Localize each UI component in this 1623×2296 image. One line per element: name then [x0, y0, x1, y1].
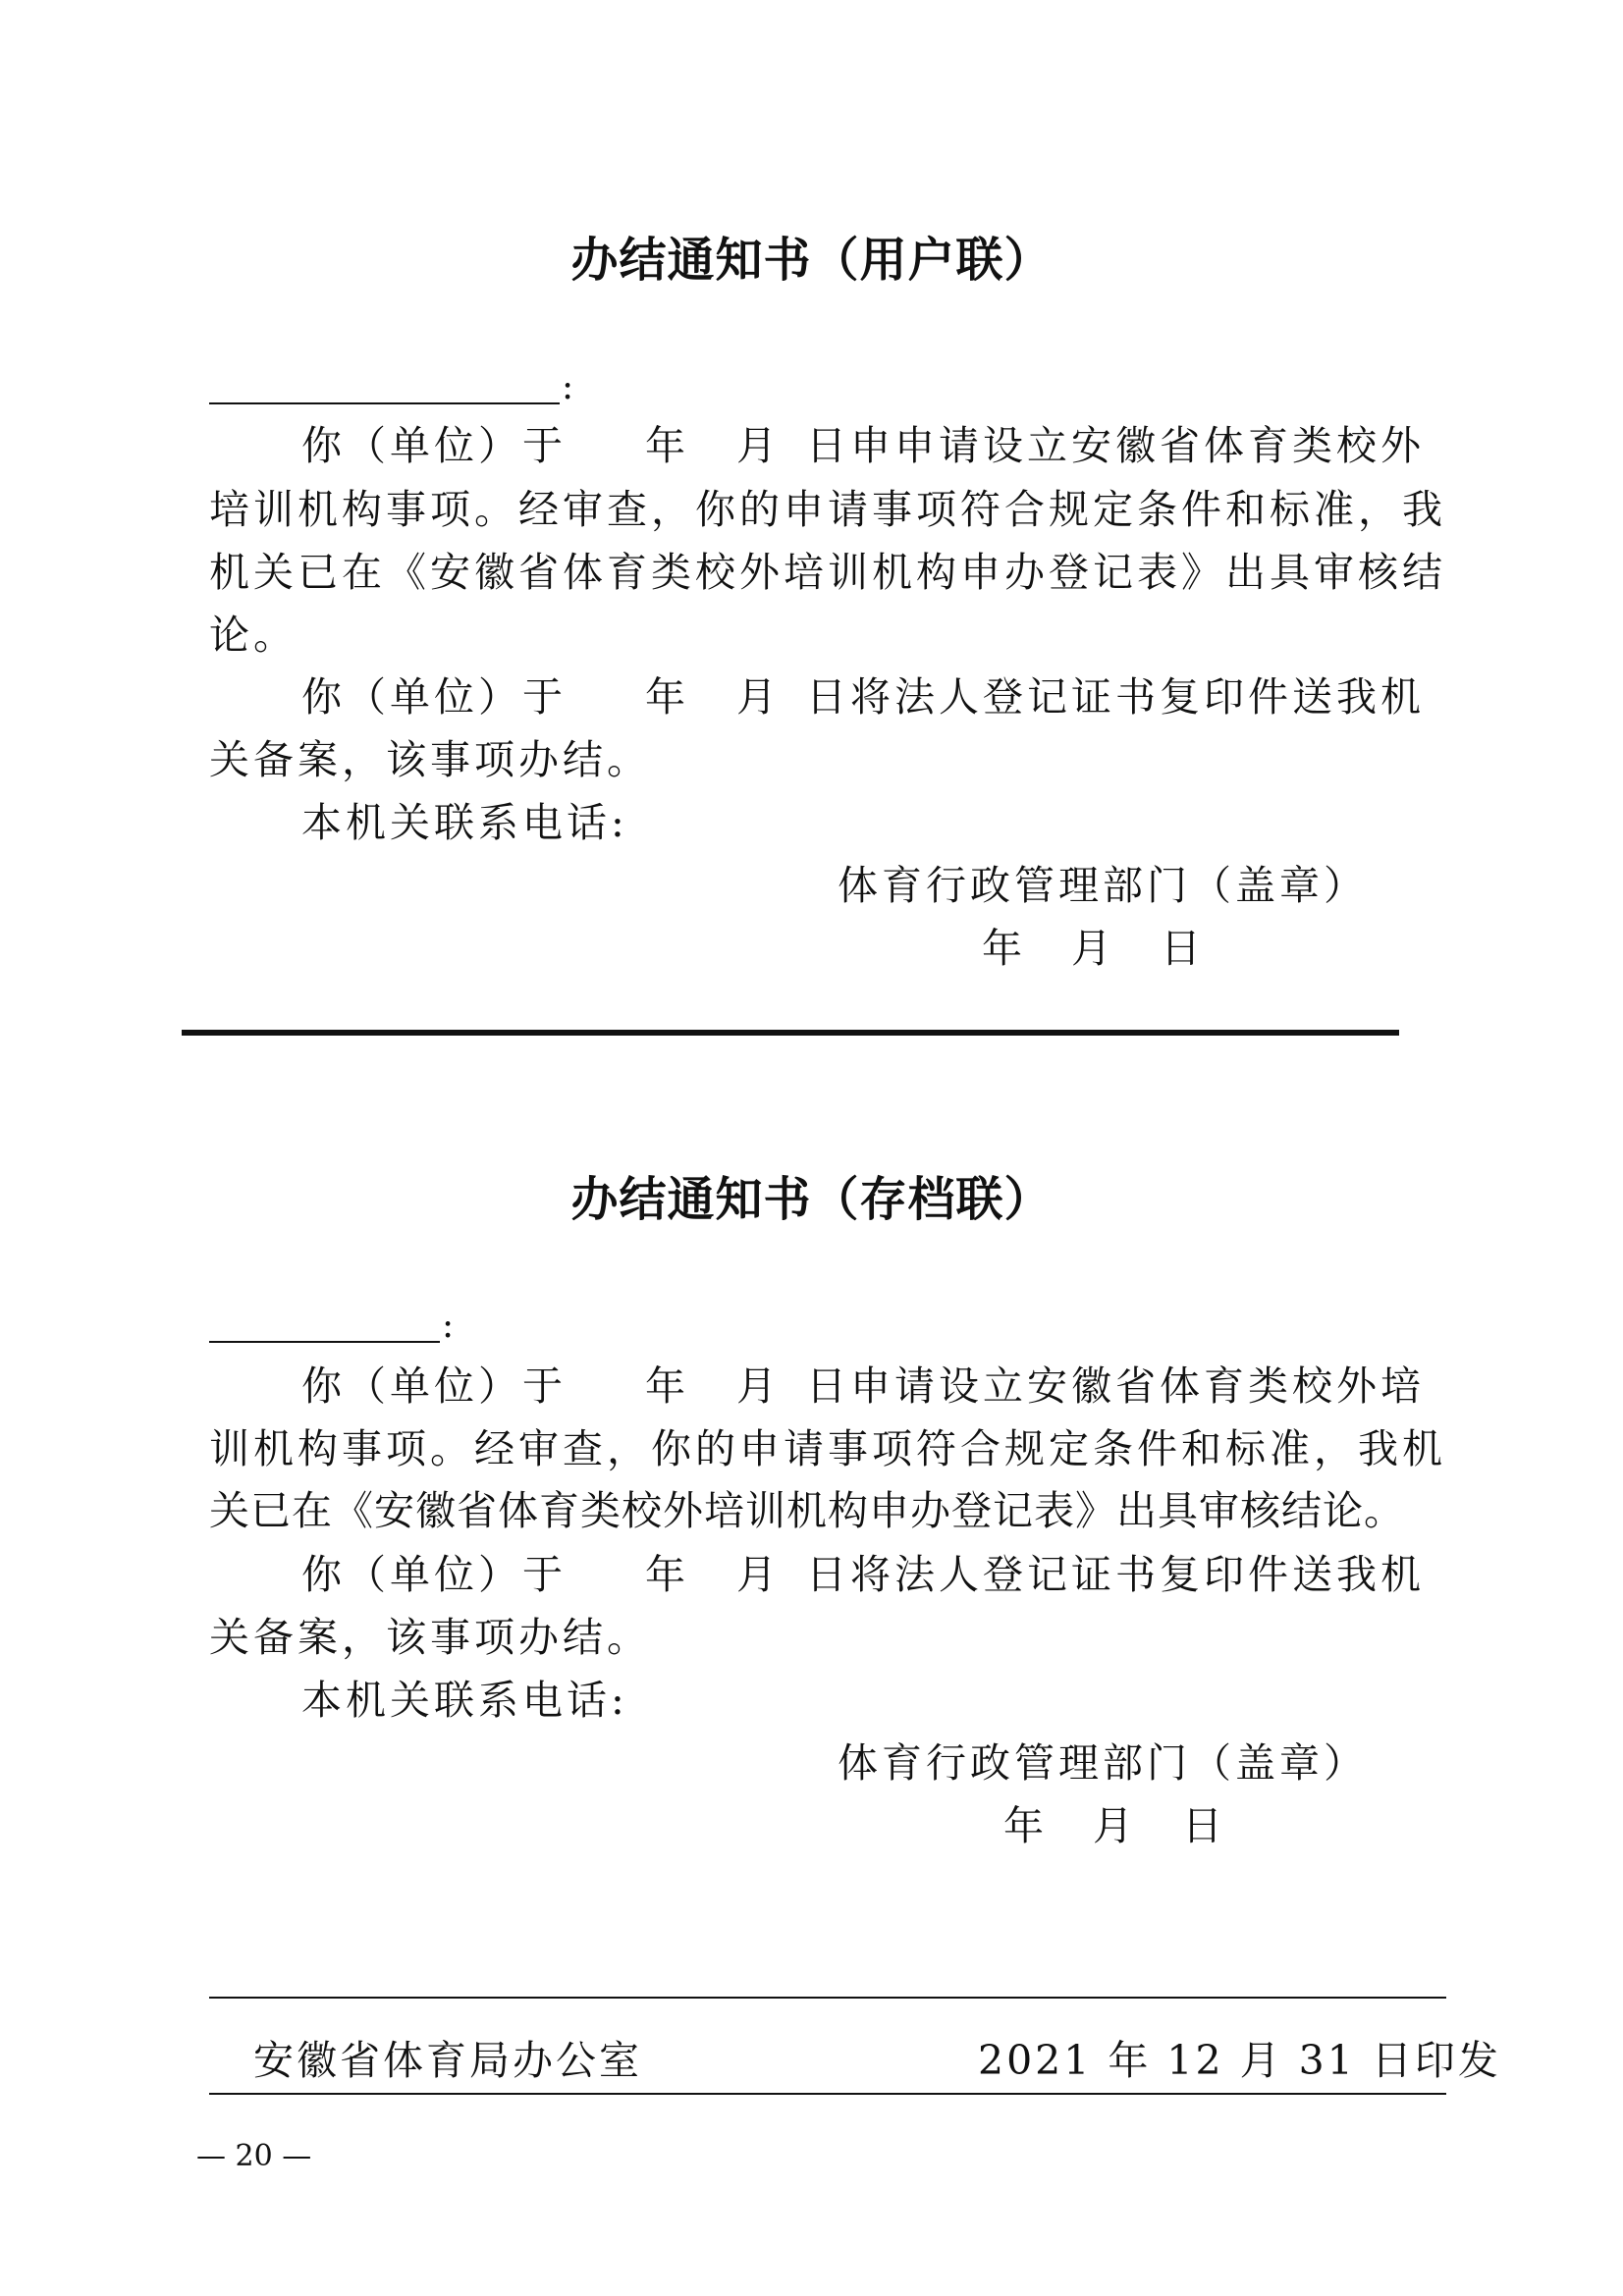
- user-para1-line1: [301, 422, 1425, 469]
- archive-para2-line2: 关备案，该事项办结。: [209, 1614, 651, 1661]
- user-addressee-blank: [209, 402, 560, 404]
- archive-para2-rest: 日将法人登记证书复印件送我机: [806, 1551, 1425, 1598]
- user-date: [982, 925, 1205, 972]
- archive-addressee-blank: [209, 1341, 440, 1343]
- footer-issuer: 安徽省体育局办公室: [253, 2037, 642, 2084]
- archive-para1-line1: [301, 1362, 1425, 1410]
- user-para1-prefix: 你（单位）于: [301, 422, 567, 469]
- footer-issue-date: 2021 年 12 月 31 日印发: [978, 2037, 1501, 2084]
- archive-addressee-colon: :: [442, 1306, 455, 1346]
- user-addressee-colon: :: [562, 367, 574, 407]
- archive-signature: 体育行政管理部门（盖章）: [838, 1739, 1368, 1787]
- user-para1-rest: 日申申请设立安徽省体育类校外: [806, 422, 1425, 469]
- archive-para2-line1: [301, 1551, 1425, 1598]
- user-para2-line1: [301, 673, 1425, 721]
- user-para1-line3: 机关已在《安徽省体育类校外培训机构申办登记表》出具审核结: [209, 549, 1446, 596]
- user-para1-year: 年: [645, 422, 689, 469]
- user-signature: 体育行政管理部门（盖章）: [838, 862, 1368, 909]
- archive-para1-year: 年: [645, 1362, 689, 1410]
- user-date-year: 年: [982, 925, 1026, 972]
- archive-para1-rest: 日申请设立安徽省体育类校外培: [806, 1362, 1425, 1410]
- archive-para1-prefix: 你（单位）于: [301, 1362, 567, 1410]
- user-para1-month: 月: [736, 422, 781, 469]
- archive-para1-line2: 训机构事项。经审查，你的申请事项符合规定条件和标准，我机: [209, 1425, 1446, 1472]
- archive-para1-line3: 关已在《安徽省体育类校外培训机构申办登记表》出具审核结论。: [209, 1487, 1405, 1534]
- footer-bottom-rule: [209, 2093, 1446, 2095]
- user-para2-line2: 关备案，该事项办结。: [209, 736, 651, 783]
- user-contact: 本机关联系电话:: [301, 799, 628, 846]
- section-divider: [182, 1030, 1399, 1036]
- user-para2-rest: 日将法人登记证书复印件送我机: [806, 673, 1425, 721]
- archive-para2-year: 年: [645, 1551, 689, 1598]
- archive-date-month: 月: [1093, 1802, 1137, 1849]
- page-number: — 20 —: [196, 2139, 312, 2173]
- archive-contact: 本机关联系电话:: [301, 1677, 628, 1724]
- user-date-month: 月: [1071, 925, 1115, 972]
- user-date-day: 日: [1161, 925, 1205, 972]
- user-para1-line2: 培训机构事项。经审查，你的申请事项符合规定条件和标准，我: [209, 486, 1446, 533]
- archive-para2-month: 月: [736, 1551, 781, 1598]
- user-para2-year: 年: [645, 673, 689, 721]
- user-copy-title: 办结通知书（用户联）: [570, 233, 1053, 288]
- archive-para2-prefix: 你（单位）于: [301, 1551, 567, 1598]
- archive-para1-month: 月: [736, 1362, 781, 1410]
- archive-date-year: 年: [1003, 1802, 1048, 1849]
- user-para2-prefix: 你（单位）于: [301, 673, 567, 721]
- user-para2-month: 月: [736, 673, 781, 721]
- archive-date-day: 日: [1182, 1802, 1226, 1849]
- user-para1-line4: 论。: [209, 612, 298, 659]
- archive-copy-title: 办结通知书（存档联）: [570, 1172, 1053, 1227]
- footer-top-rule: [209, 1997, 1446, 1999]
- archive-date: [1003, 1802, 1226, 1849]
